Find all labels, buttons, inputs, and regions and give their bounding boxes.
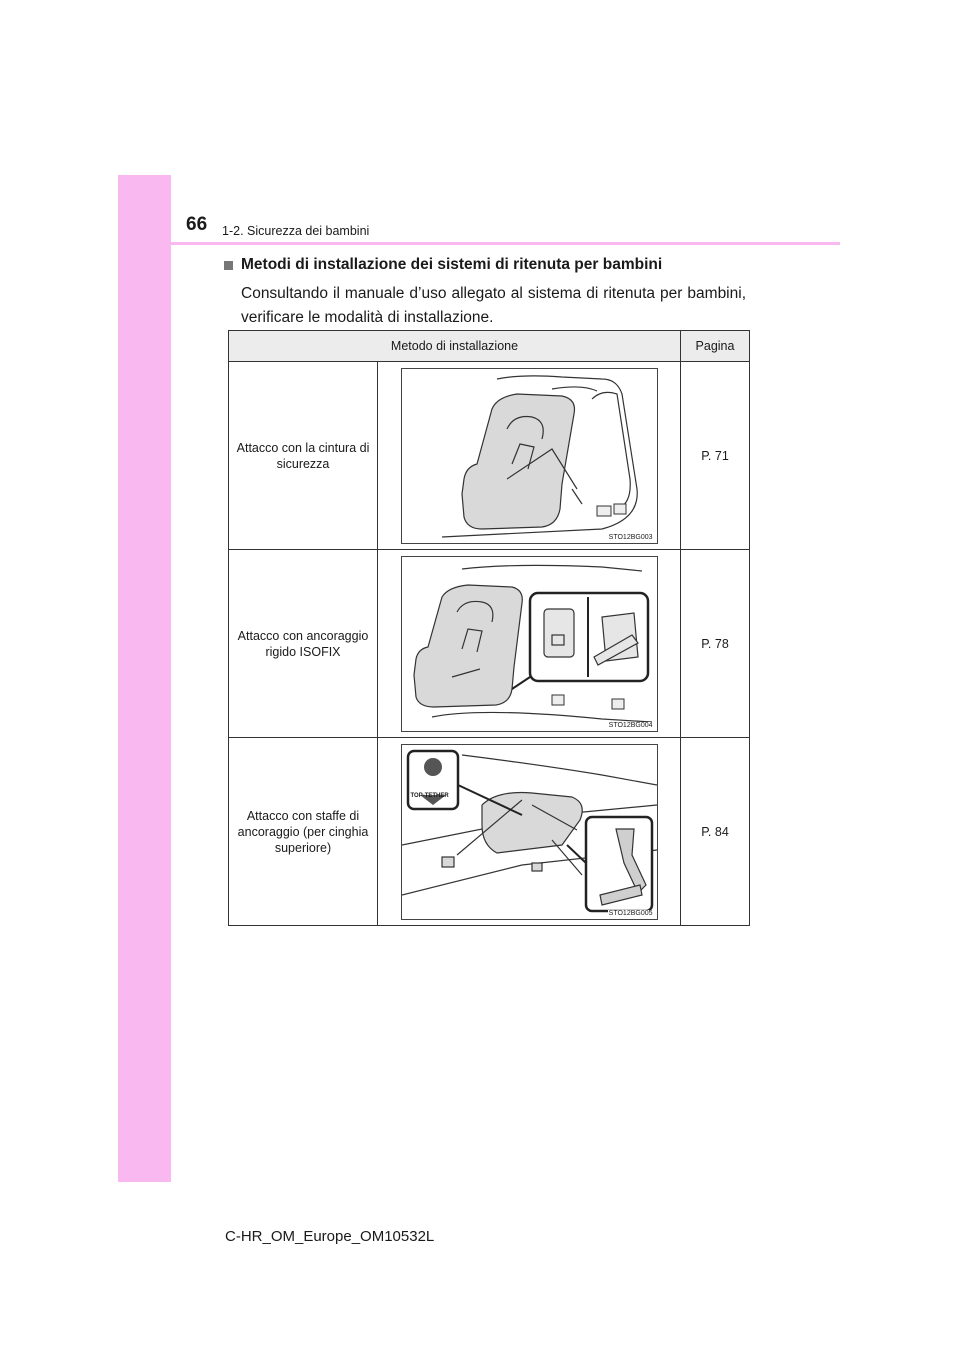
- header-rule: [118, 242, 840, 245]
- method-cell: [229, 362, 378, 550]
- table-header-row: [229, 331, 750, 362]
- page-reference: P. 71: [701, 448, 729, 463]
- top-tether-installation-illustration: [401, 744, 658, 920]
- isofix-seat-drawing: [402, 557, 657, 731]
- table-row: [229, 738, 750, 926]
- page-reference: P. 78: [701, 636, 729, 651]
- isofix-installation-illustration: [401, 556, 658, 732]
- method-cell: [229, 738, 378, 926]
- method-label: Attacco con staffe di ancoraggio (per cinghia superiore): [237, 808, 369, 855]
- illustration-code: STO12BG003: [608, 533, 653, 541]
- method-label: Attacco con la cintura di sicurezza: [236, 440, 370, 471]
- table-row: [229, 550, 750, 738]
- section-title: 1-2. Sicurezza dei bambini: [222, 224, 370, 238]
- page-cell: [681, 362, 750, 550]
- header-page: Pagina: [681, 331, 750, 362]
- page-reference: P. 84: [701, 824, 729, 839]
- method-label: Attacco con ancoraggio rigido ISOFIX: [237, 628, 369, 659]
- top-tether-drawing: [402, 745, 657, 919]
- subheading-text: Metodi di installazione dei sistemi di ritenuta per bambini: [241, 256, 663, 273]
- illustration-code: STO12BG005: [608, 909, 653, 917]
- page-cell: [681, 738, 750, 926]
- seatbelt-installation-illustration: [401, 368, 658, 544]
- table-row: [229, 362, 750, 550]
- subheading: [224, 256, 662, 274]
- footer-code: C-HR_OM_Europe_OM10532L: [225, 1228, 435, 1245]
- square-bullet-icon: [224, 261, 233, 270]
- top-tether-label: TOP-TETHER: [410, 792, 449, 799]
- page-number: 66: [186, 214, 208, 235]
- method-cell: [229, 550, 378, 738]
- installation-methods-table: [228, 330, 750, 926]
- page-cell: [681, 550, 750, 738]
- side-band: [118, 175, 171, 1182]
- seatbelt-seat-drawing: [402, 369, 657, 543]
- header-method: Metodo di installazione: [229, 331, 681, 362]
- illustration-code: STO12BG004: [608, 721, 653, 729]
- illustration-cell: [378, 738, 681, 926]
- body-paragraph: Consultando il manuale d’uso allegato al sistema di ritenuta per bambini, verificare le modalità di installazione.: [241, 285, 746, 326]
- illustration-cell: [378, 550, 681, 738]
- illustration-cell: [378, 362, 681, 550]
